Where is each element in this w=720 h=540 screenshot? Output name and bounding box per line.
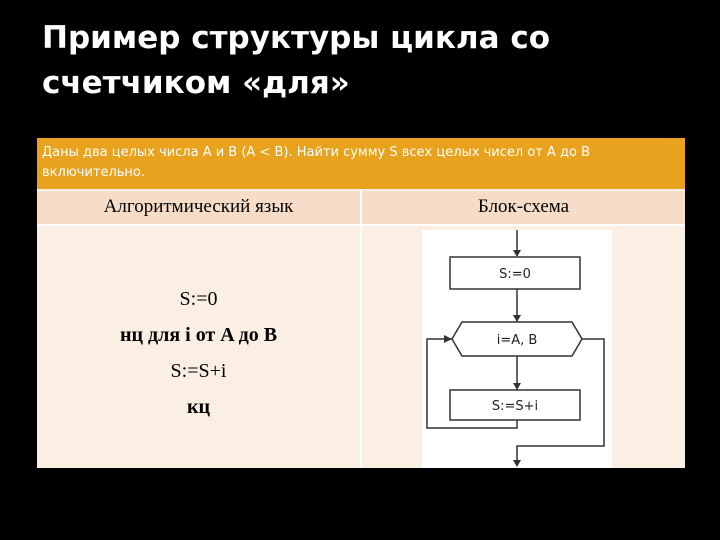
title-bar [0, 0, 720, 118]
column-header-algorithmic: Алгоритмический язык [103, 196, 294, 217]
task-text: Даны два целых числа A и B (A < B). Найти сумму S всех целых чисел от A до B включительно. [42, 145, 591, 180]
code-block [37, 281, 360, 425]
code-line-body: S:=S+i [170, 360, 227, 382]
column-divider [360, 189, 362, 468]
task-header-row [37, 138, 685, 189]
task-table [37, 138, 685, 468]
flowchart-loop-label: i=A, B [496, 333, 538, 348]
flowchart-panel [422, 230, 612, 468]
flowchart-box-init-label: S:=0 [499, 267, 531, 282]
code-line-loop-start: нц для i от A до B [119, 324, 278, 346]
flow-loop-back [427, 339, 517, 428]
slide-title: Пример структуры цикла со счетчиком «для» [42, 20, 551, 101]
column-header-flowchart: Блок-схема [477, 196, 570, 217]
flowchart-box-body-label: S:=S+i [491, 399, 539, 414]
flowchart [422, 230, 612, 468]
code-line-loop-end: кц [186, 396, 211, 418]
code-line-init: S:=0 [179, 288, 218, 310]
